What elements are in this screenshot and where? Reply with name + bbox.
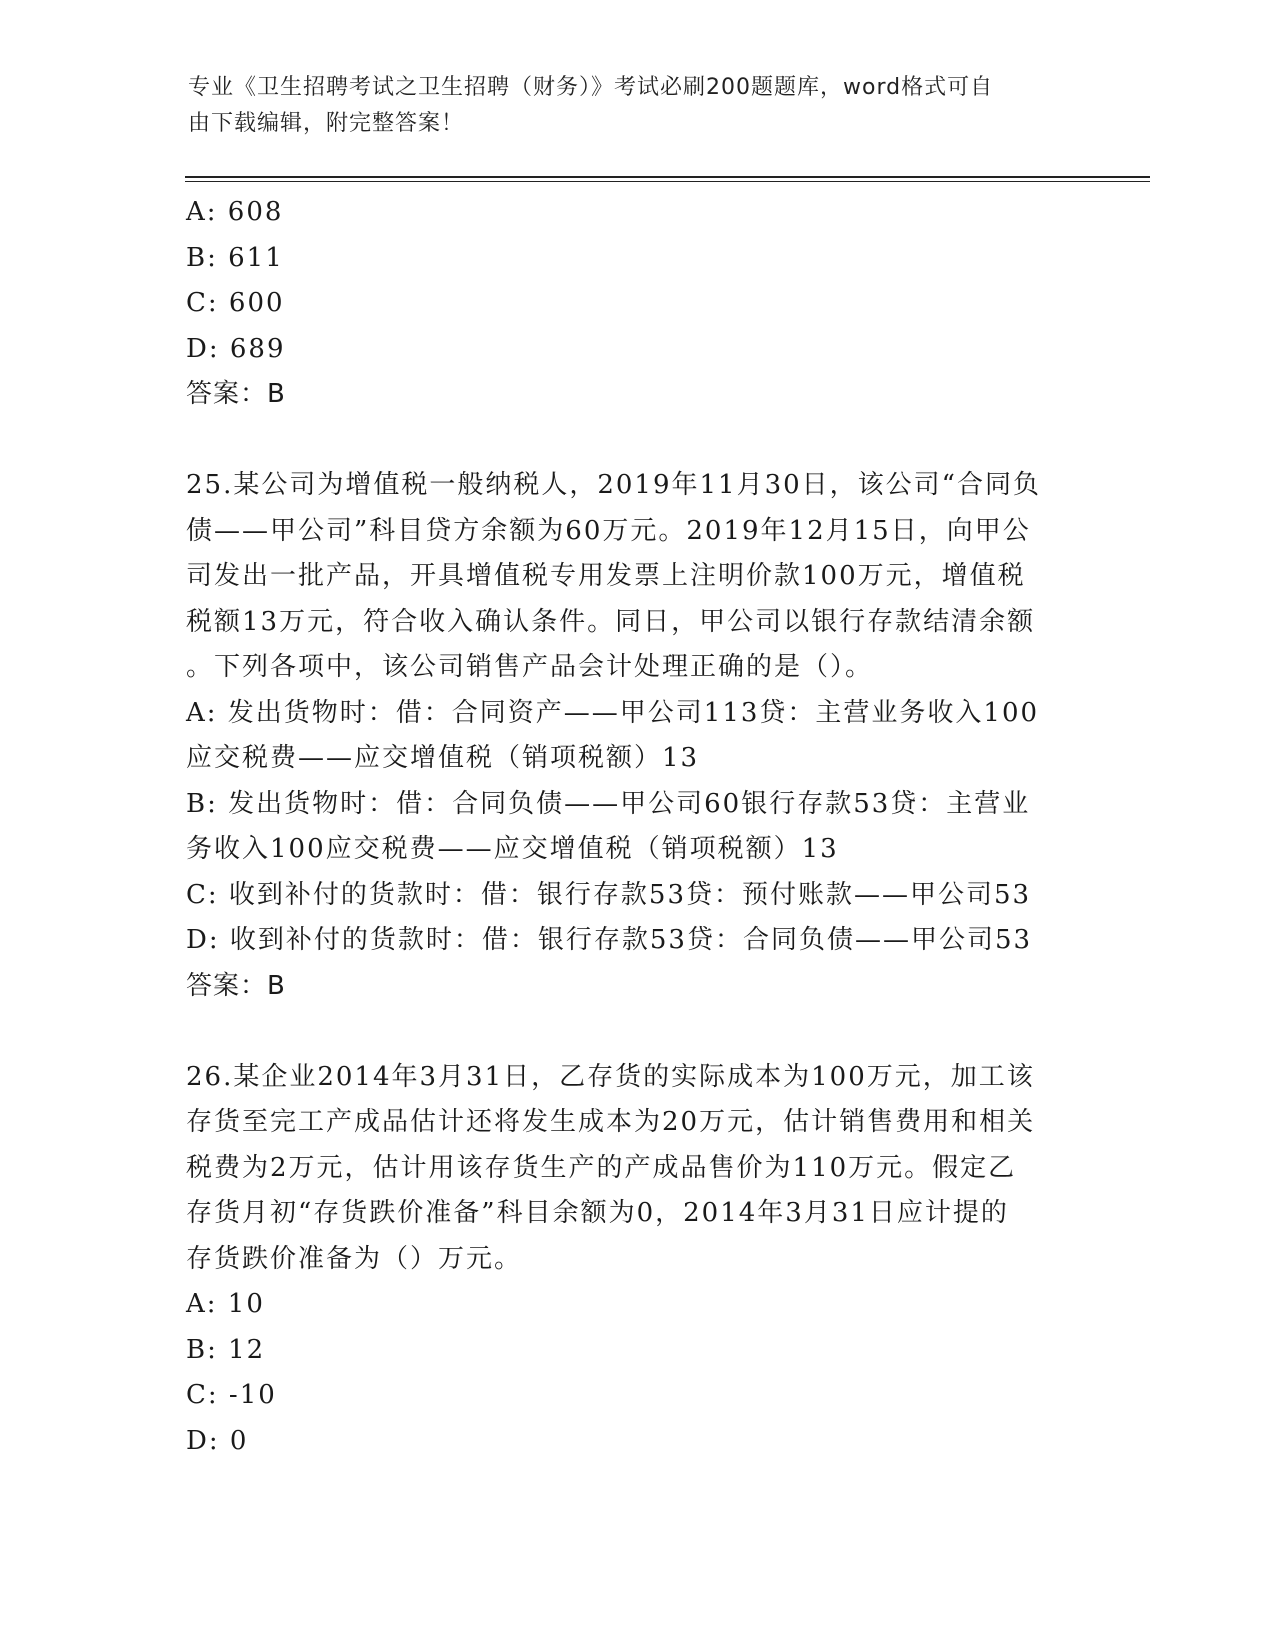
stem-line: 司发出一批产品，开具增值税专用发票上注明价款100万元，增值税 (186, 561, 1026, 591)
stem-line: 税额13万元，符合收入确认条件。同日，甲公司以银行存款结清余额 (186, 606, 1036, 637)
option-d: D: 689 (186, 333, 286, 364)
answer-line: 答案：B (186, 379, 286, 409)
option-b-line-2: 务收入100应交税费——应交增值税（销项税额）13 (186, 834, 839, 864)
option-d-line-1: D: 收到补付的货款时：借：银行存款53贷：合同负债——甲公司53 (186, 925, 1033, 955)
option-b (186, 782, 1086, 873)
header-line-2: 由下载编辑，附完整答案！ (188, 111, 465, 136)
question-26-stem (186, 1055, 1086, 1283)
option-a: A: 10 (186, 1289, 265, 1319)
document-content (186, 190, 1086, 1464)
prev-question-options (186, 190, 1086, 418)
stem-line: 。下列各项中，该公司销售产品会计处理正确的是（）。 (186, 652, 874, 682)
option-b: B: 12 (186, 1334, 266, 1365)
option-a: A: 608 (186, 197, 284, 227)
option-c-line-1: C: 收到补付的货款时：借：银行存款53贷：预付账款——甲公司53 (186, 879, 1032, 910)
option-a-line-2: 应交税费——应交增值税（销项税额）13 (186, 743, 700, 773)
header-divider (185, 176, 1150, 178)
answer-line: 答案：B (186, 970, 286, 1001)
question-26 (186, 1055, 1086, 1465)
header-line-1: 专业《卫生招聘考试之卫生招聘（财务）》考试必刷200题题库，word格式可自 (188, 75, 994, 100)
stem-line: 债——甲公司”科目贷方余额为60万元。2019年12月15日，向甲公 (186, 515, 1031, 546)
stem-line: 存货至完工产成品估计还将发生成本为20万元，估计销售费用和相关 (186, 1107, 1036, 1137)
stem-line: 存货月初“存货跌价准备”科目余额为0，2014年3月31日应计提的 (186, 1198, 1009, 1228)
header-divider-thin (185, 181, 1150, 182)
option-d (186, 918, 1086, 964)
question-25-stem (186, 463, 1086, 691)
option-c (186, 873, 1086, 919)
option-c: C: 600 (186, 288, 285, 318)
stem-line: 26.某企业2014年3月31日，乙存货的实际成本为100万元，加工该 (186, 1061, 1035, 1092)
option-c: C: -10 (186, 1380, 277, 1410)
option-b: B: 611 (186, 242, 284, 273)
stem-line: 存货跌价准备为（）万元。 (186, 1243, 523, 1274)
option-a-line-1: A: 发出货物时：借：合同资产——甲公司113贷：主营业务收入100 (186, 697, 1040, 728)
question-25 (186, 463, 1086, 1009)
document-header (188, 70, 1068, 142)
option-b-line-1: B: 发出货物时：借：合同负债——甲公司60银行存款53贷：主营业 (186, 788, 1031, 819)
stem-line: 税费为2万元，估计用该存货生产的产成品售价为110万元。假定乙 (186, 1152, 1017, 1183)
option-a (186, 691, 1086, 782)
option-d: D: 0 (186, 1425, 249, 1456)
stem-line: 25.某公司为增值税一般纳税人，2019年11月30日，该公司“合同负 (186, 470, 1041, 500)
